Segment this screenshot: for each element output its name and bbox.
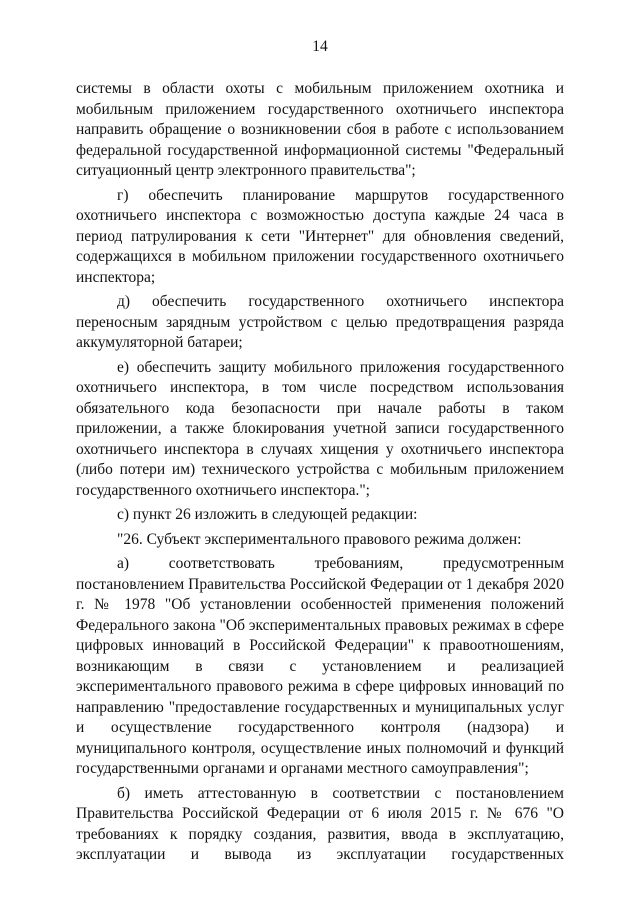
paragraph-item-b: б) иметь аттестованную в соответствии с постановлением Правительства Российской Федерации от 6 июля 2015 г. № 676 "О требованиях к порядку создания, развития, ввода в эксплуатацию, эксплуатации и вывода из эксплуатации государственных (76, 784, 564, 863)
paragraph-continuation: системы в области охоты с мобильным приложением охотника и мобильным приложением государственного охотничьего инспектора направить обращение о возникновении сбоя в работе с использованием федеральной государственной информационной системы "Федеральный ситуационный центр электронного правительства"; (76, 80, 564, 179)
page-number: 14 (312, 38, 328, 55)
paragraph-clause-26: "26. Субъект экспериментального правового режима должен: (117, 530, 522, 548)
paragraph-item-a: а) соответствовать требованиям, предусмотренным постановлением Правительства Российской Федерации от 1 декабря 2020 г. № 1978 "Об установлении особенностей применения положений Федерального закона "Об экспериментальных правовых режимах в сфере цифровых инноваций в Российской Федерации" к правоотношениям, возникающим в связи с установлением и реализацией экспериментального правового режима в сфере цифровых инноваций по направлению "предоставление государственных и муниципальных услуг и осуществление государственного контроля (надзора) и муниципального контроля, осуществление иных полномочий и функций государственными органами и органами местного самоуправления"; (76, 555, 564, 777)
paragraph-item-g: г) обеспечить планирование маршрутов государственного охотничьего инспектора с возможностью доступа каждые 24 часа в период патрулирования к сети "Интернет" для обновления сведений, содержащихся в мобильном приложении государственного охотничьего инспектора; (76, 186, 564, 286)
document-body (76, 79, 564, 866)
paragraph-item-e: е) обеспечить защиту мобильного приложения государственного охотничьего инспектора, в том числе посредством использования обязательного кода безопасности при начале работы в таком приложении, а также блокирования учетной записи государственного охотничьего инспектора в случаях хищения у охотничьего инспектора (либо потери им) технического устройства с мобильным приложением государственного охотничьего инспектора."; (76, 358, 564, 499)
paragraph-item-d: д) обеспечить государственного охотничьего инспектора переносным зарядным устройством с целью предотвращения разряда аккумуляторной батареи; (76, 293, 564, 351)
paragraph-item-s: с) пункт 26 изложить в следующей редакции: (117, 506, 418, 523)
